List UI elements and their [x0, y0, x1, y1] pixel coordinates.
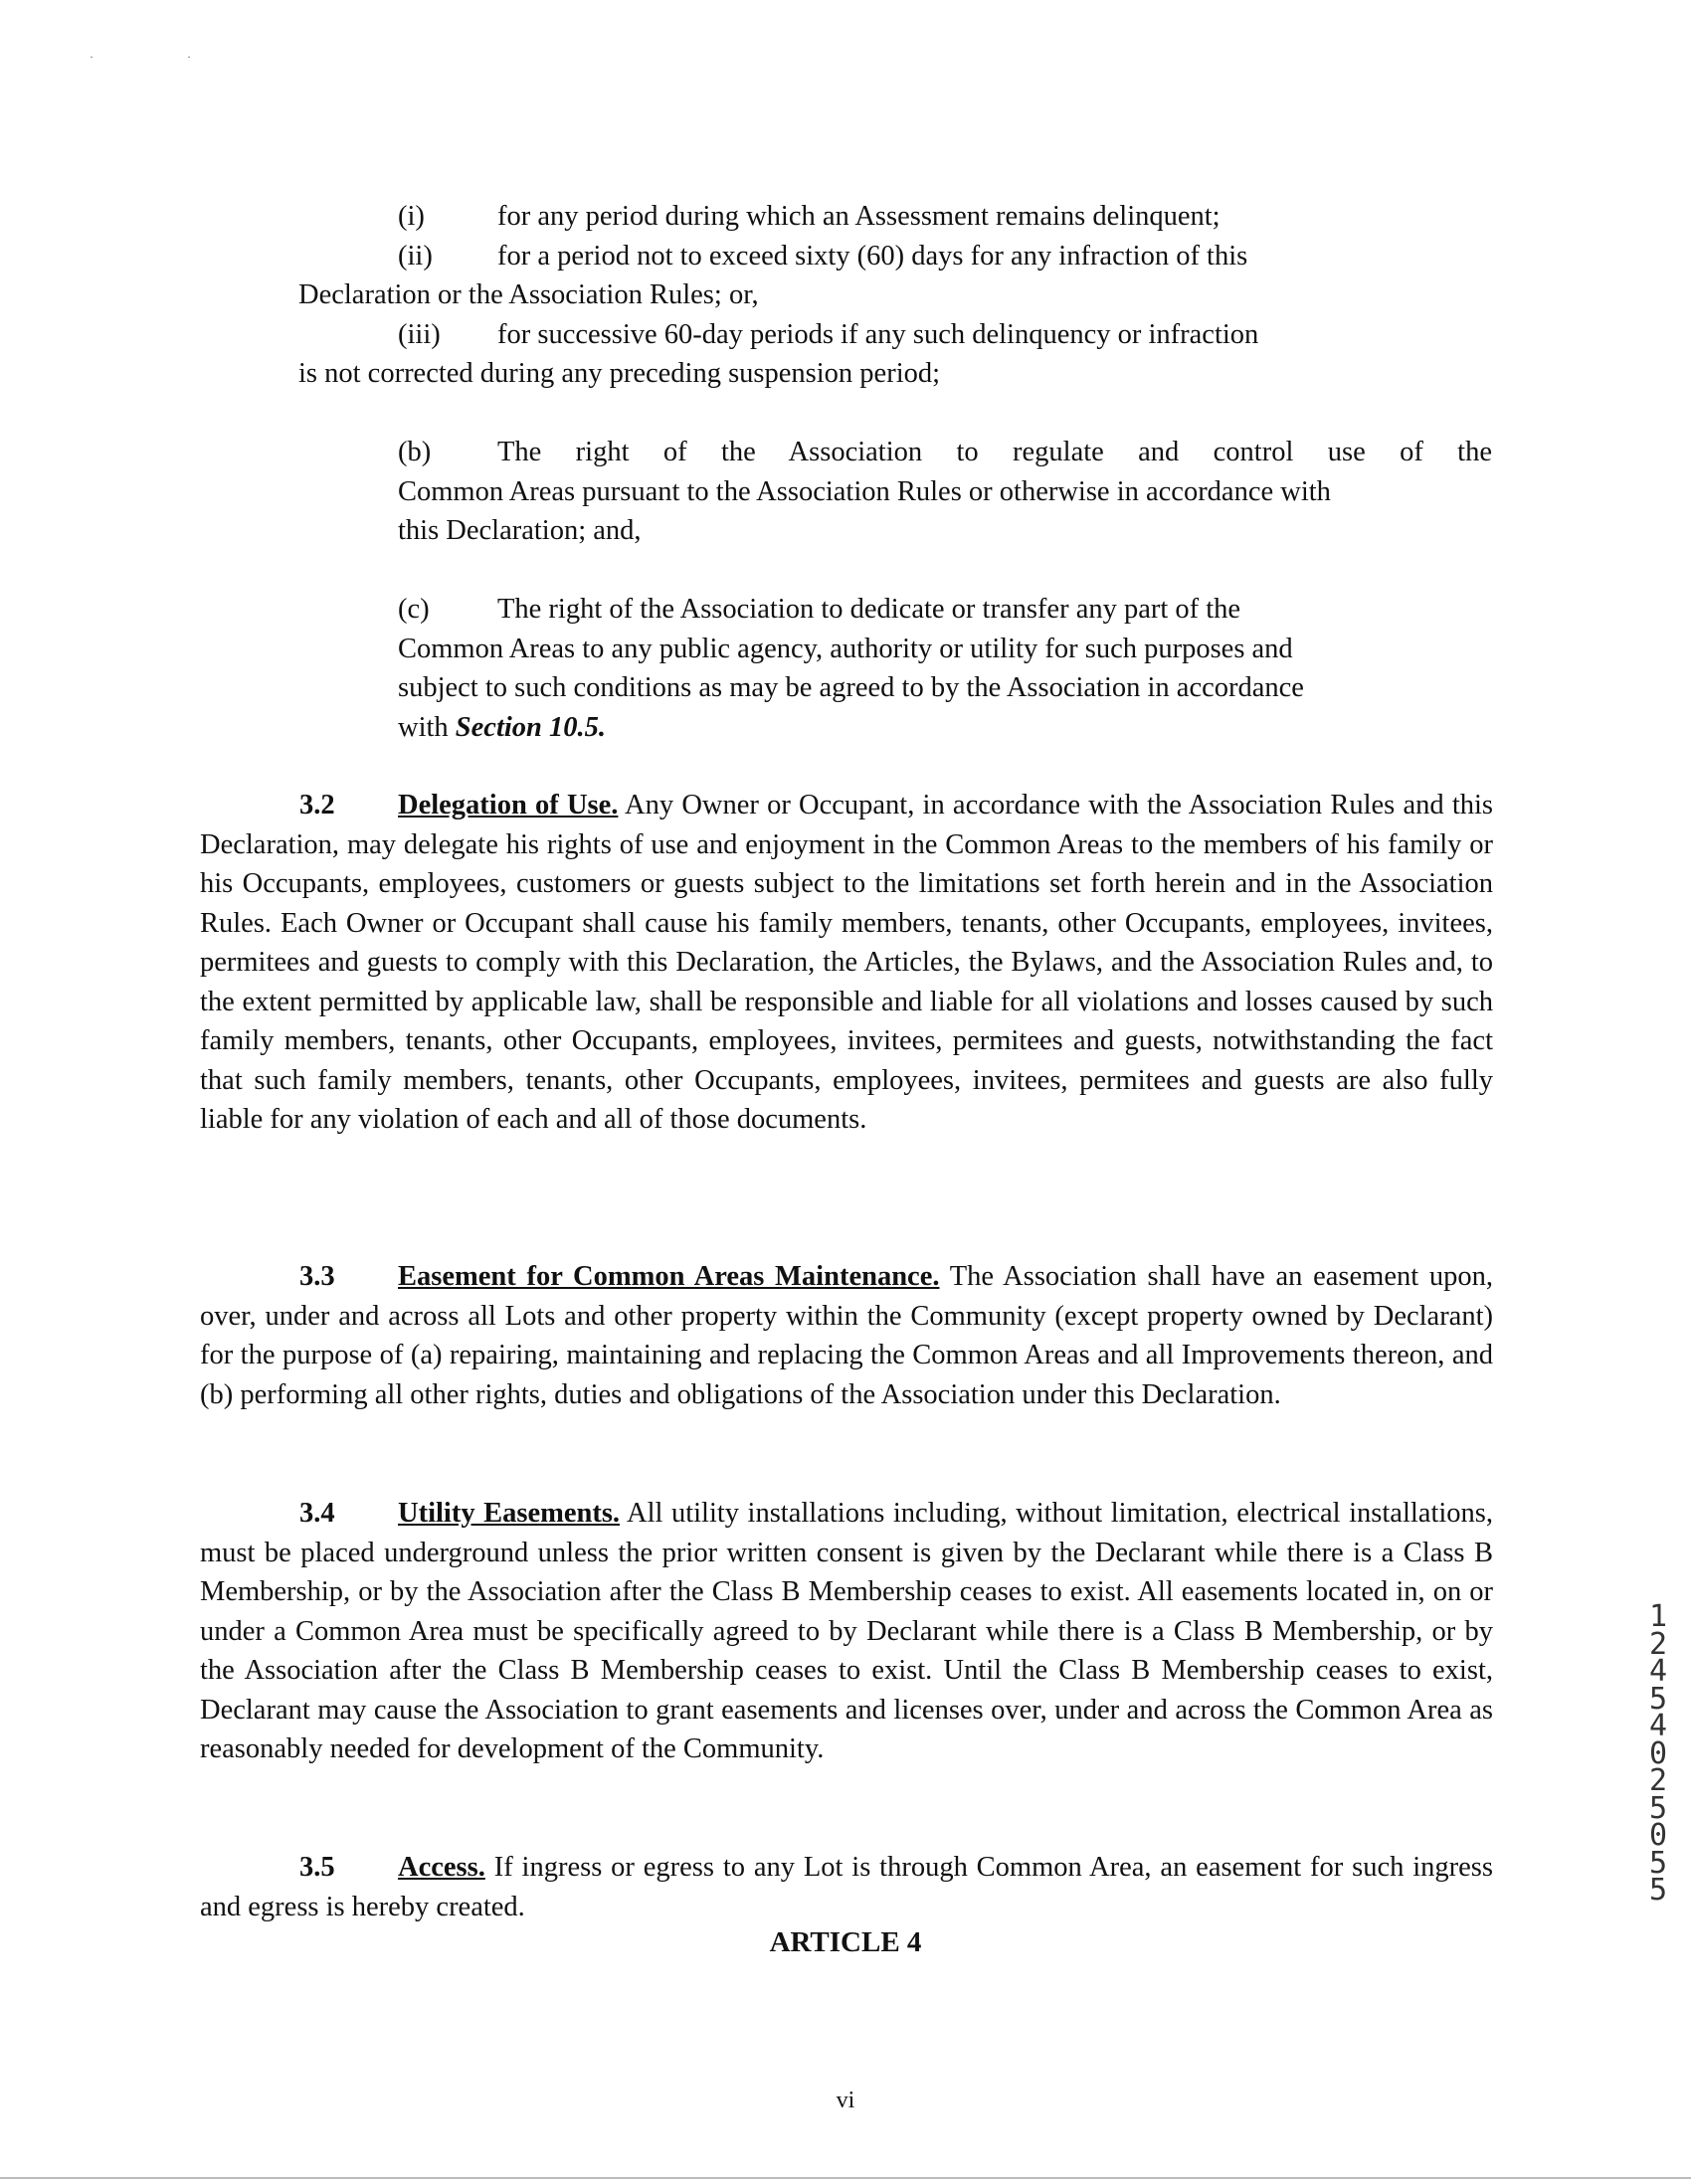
clause-c: (c) The right of the Association to dedicate or transfer any part of the Common Areas to any public agency, authority or utility for such purposes and subject to such conditions as may be agreed to by the Association in accordance with Section 10.5.: [398, 594, 1304, 743]
section-3-4-heading: Utility Easements.: [398, 1498, 621, 1529]
section-3-5-heading: Access.: [398, 1852, 485, 1883]
subitem-iii: (iii) for successive 60-day periods if any such delinquency or infraction: [398, 318, 1259, 350]
subitem-iii-continued: is not corrected during any preceding suspension period;: [298, 358, 941, 389]
section-3-4: 3.4 Utility Easements. All utility installations including, without limitation, electrical installations, must be placed underground unless the prior written consent is given by the Declarant while there is a Class B Membership, or by the Association after the Class B Membership ceases to exist. All easements located in, on or under a Common Area must be specifically agreed to by Declarant while there is a Class B Membership, or by the Association after the Class B Membership ceases to exist. Until the Class B Membership ceases to exist, Declarant may cause the Association to grant easements and licenses over, under and across the Common Area as reasonably needed for development of the Community.: [200, 1498, 1493, 1764]
document-page: · · (i) for any period during which an Assessment remains delinquent; (ii) for a period not to exceed sixty (60) days for any infraction of this Declaration or the Association Rules; or, (iii) for successive 60-day periods if any such delinquency or infraction is not corrected during any preceding suspension period; (b) The right of the Association to regulate and control use of the Common Areas pursuant to the Association Rules or otherwise in accordance with this Declaration; and, (c) The right of the Association to dedicate or transfer any part of the Common Areas to any public agency, authority or utility for such purposes and subject to such conditions as may be agreed to by the Association in accordance with Section 10.5. 3.2 Delegation of Use. Any Owner or Occupant, in accordance with the Association Rules and this Declaration, may delegate his rights of use and enjoyment in the Common Areas to the members of his family or his Occupants, employees, customers or guests subject to the limitations set forth herein and in the Association Rules. Each Owner or Occupant shall cause his family members, tenants, other Occupants, employees, invitees, permitees and guests to comply with this Declaration, the Articles, the Bylaws, and the Association Rules and, to the extent permitted by applicable law, shall be responsible and liable for all violations and losses caused by such family members, tenants, other Occupants, employees, invitees, permitees and guests, notwithstanding the fact that such family members, tenants, other Occupants, employees, invitees, permitees and guests are also fully liable for any violation of each and all of those documents. 3.3 Easement for Common Areas Maintenance. The Association shall have an easement upon, over, under and across all Lots and other property within the Community (except property owned by Declarant) for the purpose of (a) repairing, maintaining and replacing the Common Areas and all Improvements thereon, and (b) performing all other rights, duties and obligations of the Association under this Declaration. 3.4 Utility Easements. All utility installations including, without limitation, electrical installations, must be placed underground unless the prior written consent is given by the Declarant while there is a Class B Membership, or by the Association after the Class B Membership ceases to exist. All easements located in, on or under a Common Area must be specifically agreed to by Declarant while there is a Class B Membership, or by the Association after the Class B Membership ceases to exist. Until the Class B Membership ceases to exist, Declarant may cause the Association to grant easements and licenses over, under and across the Common Area as reasonably needed for development of the Community. 3.5 Access. If ingress or egress to any Lot is through Common Area, an easement for such ingress and egress is hereby created. ARTICLE 4 vi 1 2 4 5 4 0 2 5 0 5 5: [0, 0, 1691, 2184]
subitem-i: (i) for any period during which an Assessment remains delinquent;: [398, 201, 1221, 232]
section-3-3: 3.3 Easement for Common Areas Maintenance. The Association shall have an easement upon, over, under and across all Lots and other property within the Community (except property owned by Declarant) for the purpose of (a) repairing, maintaining and replacing the Common Areas and all Improvements thereon, and (b) performing all other rights, duties and obligations of the Association under this Declaration.: [200, 1261, 1494, 1410]
recording-stamp: 1 2 4 5 4 0 2 5 0 5 5: [1648, 1599, 1668, 1908]
section-3-5: 3.5 Access. If ingress or egress to any Lot is through Common Area, an easement for such ingress and egress is hereby created.: [200, 1852, 1493, 1922]
subitem-ii-continued: Declaration or the Association Rules; or,: [298, 279, 759, 310]
section-3-2-heading: Delegation of Use.: [398, 790, 619, 820]
subitem-ii: (ii) for a period not to exceed sixty (60) days for any infraction of this: [398, 240, 1248, 272]
section-3-2: 3.2 Delegation of Use. Any Owner or Occupant, in accordance with the Association Rules and this Declaration, may delegate his rights of use and enjoyment in the Common Areas to the members of his family or his Occupants, employees, customers or guests subject to the limitations set forth herein and in the Association Rules. Each Owner or Occupant shall cause his family members, tenants, other Occupants, employees, invitees, permitees and guests to comply with this Declaration, the Articles, the Bylaws, and the Association Rules and, to the extent permitted by applicable law, shall be responsible and liable for all violations and losses caused by such family members, tenants, other Occupants, employees, invitees, permitees and guests, notwithstanding the fact that such family members, tenants, other Occupants, employees, invitees, permitees and guests are also fully liable for any violation of each and all of those documents.: [200, 790, 1494, 1135]
page-number: vi: [836, 2088, 855, 2113]
scan-bottom-edge: [0, 2177, 1691, 2179]
suspension-subitems: [298, 197, 1492, 394]
clause-b: (b) The right of the Association to regulate and control use of the Common Areas pursuant to the Association Rules or otherwise in accordance with this Declaration; and,: [398, 437, 1492, 546]
section-3-3-heading: Easement for Common Areas Maintenance.: [398, 1261, 940, 1292]
article-heading: ARTICLE 4: [769, 1926, 922, 1958]
